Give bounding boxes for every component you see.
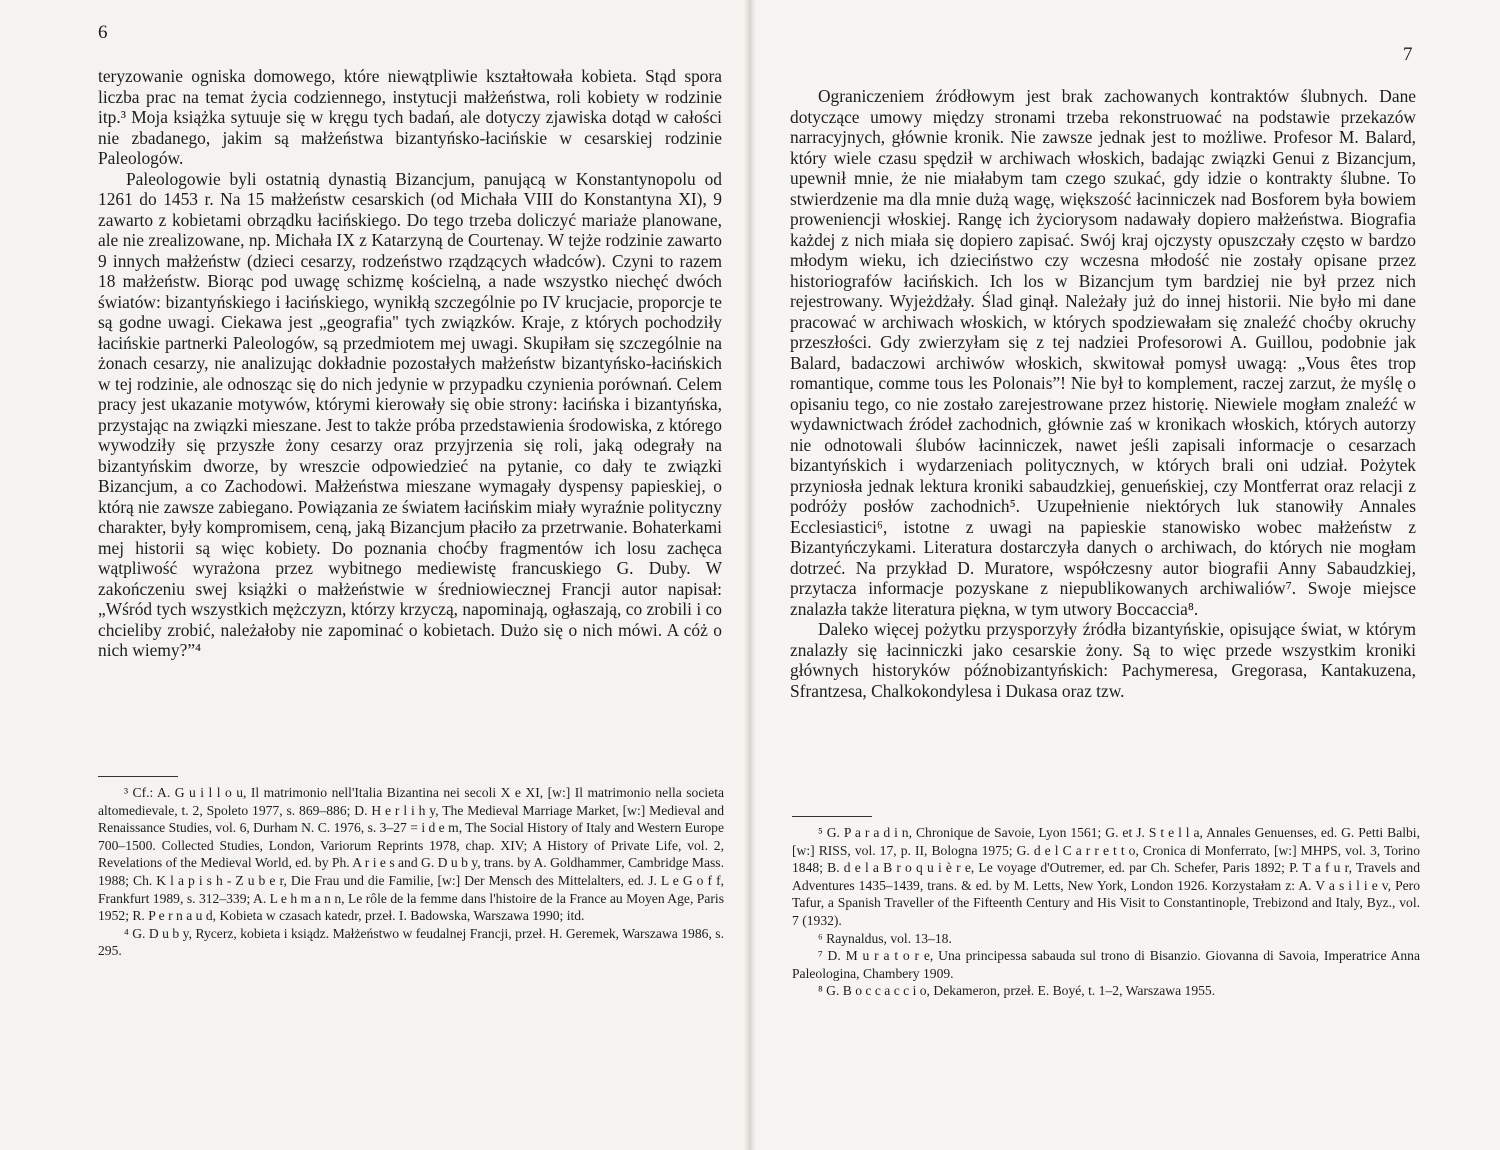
footnote: ⁸ G. B o c c a c c i o, Dekameron, przeł. E. Boyé, t. 1–2, Warszawa 1955. bbox=[818, 983, 1216, 999]
paragraph: Ograniczeniem źródłowym jest brak zachowanych kontraktów ślubnych. Dane dotyczące umowy między stronami trzeba rekonstruować na podstawie przekazów narracyjnych, głównie kronik. Nie zawsze jednak jest to możliwe. Profesor M. Balard, który wiele czasu spędził w archiwach włoskich, badając związki Genui z Bizancjum, upewnił mnie, że nie miałabym tam czego szukać, gdy idzie o kontrakty ślubne. To stwierdzenie ma dla mnie dużą wagę, większość łacinniczek nad Bosforem była bowiem proweniencji włoskiej. Rangę ich życiorysom nadawały dopiero małżeństwa. Biografia każdej z nich miała się dopiero zapisać. Swój kraj ojczysty opuszczały często w bardzo młodym wieku, ich dzieciństwo czy wczesna młodość nie zostały opisane przez historiografów łacińskich. Ich los w Bizancjum tym bardziej nie był przez nich rejestrowany. Wyjeżdżały. Ślad ginął. Należały już do innej historii. Nie było mi dane pracować w archiwach włoskich, w których spodziewałam się znaleźć choćby okruchy przeszłości. Gdy zwierzyłam się z tej nadziei Profesorowi A. Guillou, podobnie jak Balard, badaczowi archiwów włoskich, skwitował pomysł uwagą: „Vous êtes trop romantique, comme tous les Polonais”! Nie był to komplement, raczej zarzut, że myślę o opisaniu tego, co nie zostało zarejestrowane przez historię. Niewiele mogłam znaleźć w wydawnictwach źródeł zachodnich, głównie zaś w kronikach włoskich, których autorzy nie odnotowali ślubów łacinniczek, nawet jeśli zapisali informacje o cesarzach bizantyńskich i wydarzeniach politycznych, w których brali oni udział. Pożytek przyniosła jednak lektura kroniki sabaudzkiej, genueńskiej, czy Montferrat oraz relacji z podróży posłów zachodnich⁵. Uzupełnienie niektórych luk stanowiły Annales Ecclesiastici⁶, istotne z uwagi na papieskie stanowisko wobec małżeństw z Bizantyńczykami. Literatura dostarczyła danych o archiwach, do których nie mogłam dotrzeć. Na przykład D. Muratore, współczesny autor biografii Anny Sabaudzkiej, przytacza informacje pozyskane z niepublikowanych archiwaliów⁷. Swoje miejsce znalazła także literatura piękna, w tym utwory Boccaccia⁸. bbox=[790, 86, 1416, 619]
footnote: ³ Cf.: A. G u i l l o u, Il matrimonio nell'Italia Bizantina nei secoli X e XI, [w:] Il matrimonio nella societa altomedievale, t. 2, Spoleto 1977, s. 869–886; D. H e r l i h y, The Medieval Marriage Market, [w:] Medieval and Renaissance Studies, vol. 6, Durham N. C. 1976, s. 3–27 = i d e m, The Social History of Italy and Western Europe 700–1500. Collected Studies, London, Variorum Reprints 1978, chap. XIV; A History of Private Life, vol. 2, Revelations of the Medieval World, ed. by Ph. A r i e s and G. D u b y, trans. by A. Goldhammer, Cambridge Mass. 1988; Ch. K l a p i s h - Z u b e r, Die Frau und die Familie, [w:] Der Mensch des Mittelalters, ed. J. L e G o f f, Frankfurt 1989, s. 312–339; A. L e h m a n n, Le rôle de la femme dans l'histoire de la France au Moyen Age, Paris 1952; R. P e r n a u d, Kobieta w czasach katedr, przeł. I. Badowska, Warszawa 1990; itd. bbox=[98, 785, 724, 924]
paragraph: teryzowanie ogniska domowego, które niewątpliwie kształtowała kobieta. Stąd spora liczba prac na temat życia codziennego, instytucji małżeństwa, roli kobiety w rodzinie itp.³ Moja książka sytuuje się w kręgu tych badań, ale dotyczy zjawiska dotąd w całości nie zbadanego, jakim są małżeństwa bizantyńsko-łacińskie w cesarskiej rodzinie Paleologów. bbox=[98, 66, 722, 168]
page-number-right: 7 bbox=[1403, 44, 1413, 65]
paragraph: Paleologowie byli ostatnią dynastią Bizancjum, panującą w Konstantynopolu od 1261 do 1453 r. Na 15 małżeństw cesarskich (od Michała VIII do Konstantyna XI), 9 zawarto z kobietami obrządku łacińskiego. Do tego trzeba doliczyć mariaże planowane, ale nie zrealizowane, np. Michała IX z Katarzyną de Courtenay. W tejże rodzinie zawarto 9 innych małżeństw (dzieci cesarzy, rodzeństwo rządzących władców). Czyni to razem 18 małżeństw. Biorąc pod uwagę schizmę kościelną, a nade wszystko niechęć dwóch światów: bizantyńskiego i łacińskiego, wynikłą szczególnie po IV krucjacie, proporcje te są godne uwagi. Ciekawa jest „geografia'' tych związków. Kraje, z których pochodziły łacińskie partnerki Paleologów, są przedmiotem mej uwagi. Skupiłam się szczególnie na żonach cesarzy, nie analizując dokładnie pozostałych małżeństw bizantyńsko-łacińskich w tej rodzinie, ale odnosząc się do nich jedynie w przypadku czynienia porównań. Celem pracy jest ukazanie motywów, którymi kierowały się obie strony: łacińska i bizantyńska, przystając na związki mieszane. Jest to także próba przedstawienia środowiska, z którego wywodziły się przyszłe żony cesarzy oraz przyjrzenia się roli, jaką odegrały na bizantyńskim dworze, by wreszcie odpowiedzieć na pytanie, co dały te związki Bizancjum, a co Zachodowi. Małżeństwa mieszane wymagały dyspensy papieskiej, o którą nie zawsze zabiegano. Powiązania ze światem łacińskim miały wyraźnie polityczny charakter, były kompromisem, ceną, jaką Bizancjum płaciło za przetrwanie. Bohaterkami mej historii są więc kobiety. Do poznania choćby fragmentów ich losu zachęca wątpliwość wyrażona przez wybitnego mediewistę francuskiego G. Duby. W zakończeniu swej książki o małżeństwie w średniowiecznej Francji autor napisał: „Wśród tych wszystkich mężczyzn, którzy krzyczą, napominają, ogłaszają, co zrobili i co chcieliby zrobić, należałoby nie zapominać o kobietach. Dużo się o nich mówi. A cóż o nich wiemy?”⁴ bbox=[98, 168, 722, 660]
left-footnotes bbox=[98, 784, 724, 960]
right-footnotes bbox=[792, 824, 1420, 1000]
page-number-left: 6 bbox=[98, 22, 108, 43]
footnote: ⁷ D. M u r a t o r e, Una principessa sabauda sul trono di Bisanzio. Giovanna di Savoia, Imperatrice Anna Paleologina, Chambery 1909. bbox=[792, 948, 1420, 981]
left-body-text bbox=[98, 66, 722, 661]
right-body-text bbox=[790, 86, 1416, 701]
footnote: ⁵ G. P a r a d i n, Chronique de Savoie, Lyon 1561; G. et J. S t e l l a, Annales Genuenses, ed. G. Petti Balbi, [w:] RISS, vol. 17, p. II, Bologna 1975; G. d e l C a r r e t t o, Cronica di Monferrato, [w:] MHPS, vol. 3, Torino 1848; B. d e l a B r o q u i è r e, Le voyage d'Outremer, ed. par Ch. Schefer, Paris 1892; P. T a f u r, Travels and Adventures 1435–1439, trans. & ed. by M. Letts, New York, London 1926. Korzystałam z: A. V a s i l i e v, Pero Tafur, a Spanish Traveller of the Fifteenth Century and His Visit to Constantinople, Trebizond and Italy, Byz., vol. 7 (1932). bbox=[792, 825, 1420, 928]
book-gutter bbox=[744, 0, 756, 1150]
footnote: ⁶ Raynaldus, vol. 13–18. bbox=[818, 930, 952, 946]
paragraph: Daleko więcej pożytku przysporzyły źródła bizantyńskie, opisujące świat, w którym znalazły się łacinniczki jako cesarskie żony. Są to więc przede wszystkim kroniki głównych historyków późnobizantyńskich: Pachymeresa, Gregorasa, Kantakuzena, Sfrantzesa, Chalkokondylesa i Dukasa oraz tzw. bbox=[790, 619, 1416, 701]
footnote-separator bbox=[792, 816, 872, 817]
footnote: ⁴ G. D u b y, Rycerz, kobieta i ksiądz. Małżeństwo w feudalnej Francji, przeł. H. Geremek, Warszawa 1986, s. 295. bbox=[98, 925, 724, 959]
footnote-separator bbox=[98, 776, 178, 777]
